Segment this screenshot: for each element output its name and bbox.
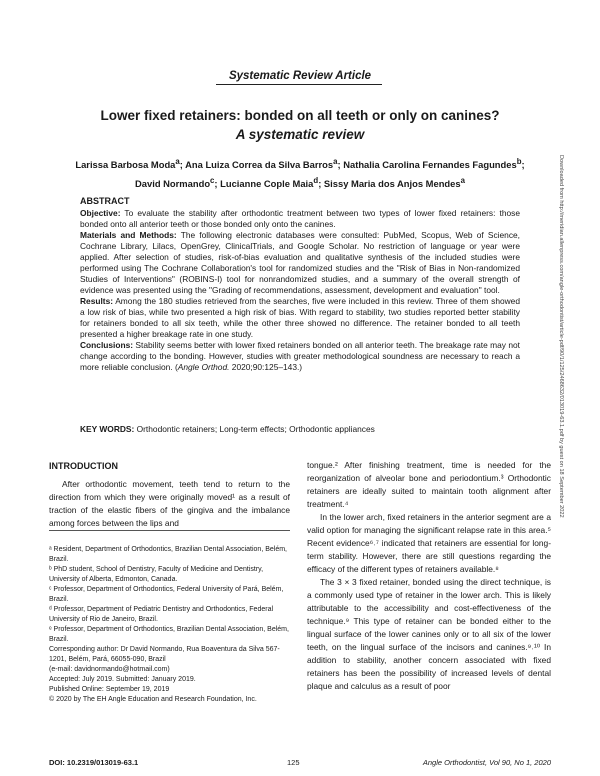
- citation-details: 2020;90:125–143.): [229, 362, 303, 372]
- footnote-divider: [49, 530, 290, 531]
- article-type-label: Systematic Review Article: [228, 70, 372, 82]
- author-name: ; Ana Luiza Correa da Silva Barros: [179, 159, 334, 171]
- abstract-objective: [80, 208, 520, 230]
- footnote: ᵃ Resident, Department of Orthodontics, Brazilian Dental Association, Belém, Brazil.: [49, 546, 287, 563]
- abstract-label: Results:: [80, 296, 114, 306]
- footnotes: [49, 545, 290, 705]
- footnote: Accepted: July 2019. Submitted: January 2019.: [49, 676, 196, 683]
- abstract-text: Stability seems better with lower fixed retainers bonded on all anterior teeth. The breakage rate may not change according to the bonding. However, studies with greater methodological soundness are necessary to reach a more reliable conclusion. (: [80, 340, 520, 372]
- introduction-heading: INTRODUCTION: [49, 461, 118, 471]
- paragraph: In the lower arch, fixed retainers in the anterior segment are a valid option for managing the significant relapse rate in this area.⁵ Recent evidence⁶˒⁷ indicated that retainers are essential for long-term stability. However, there are still questions regarding the efficacy of the different types of retainers available.⁸: [307, 512, 551, 574]
- abstract-conclusions: [80, 340, 520, 373]
- footnote: © 2020 by The EH Angle Education and Research Foundation, Inc.: [49, 696, 257, 703]
- paragraph: tongue.² After finishing treatment, time is needed for the reorganization of alveolar bone and periodontium.³ Orthodontic retainers are ideally suited to maintain tooth alignment after treatment.⁴: [307, 460, 551, 509]
- paragraph: The 3 × 3 fixed retainer, bonded using the direct technique, is a commonly used type of retainer in the lower arch. This is likely attributable to the accessibility and cost-effectiveness of the technique.⁹ This type of retainer can be bonded either to the lingual surface of the lower canines only or to all six of the lower teeth, on the lingual surface of the incisors and canines.⁹˒¹⁰ In addition to stability, another concern associated with fixed retainers has been the possibility of increased levels of dental plaque and calculus as a result of poor: [307, 577, 551, 691]
- article-type-underline: [216, 84, 382, 85]
- abstract: [80, 196, 520, 373]
- footnote: ᶜ Professor, Department of Orthodontics, Federal University of Pará, Belém, Brazil.: [49, 586, 284, 603]
- footer-doi: DOI: 10.2319/013019-63.1: [49, 758, 139, 767]
- author-name: Larissa Barbosa Moda: [75, 159, 176, 171]
- keywords: [80, 424, 520, 434]
- keywords-label: KEY WORDS:: [80, 424, 135, 434]
- right-column-text: [307, 459, 551, 693]
- footnote: ᵈ Professor, Department of Pediatric Dentistry and Orthodontics, Federal University of Rio de Janeiro, Brazil.: [49, 606, 274, 623]
- author-affil: a: [333, 157, 338, 166]
- author-name: David Normando: [135, 178, 211, 190]
- abstract-results: [80, 296, 520, 340]
- abstract-label: Objective:: [80, 208, 121, 218]
- article-title-block: [40, 106, 560, 144]
- author-affil: d: [313, 176, 319, 186]
- abstract-text: The following electronic databases were consulted: PubMed, Scopus, Web of Science, Cochrane Library, Lilacs, OpenGrey, ClinicalTrials, and Google Scholar. No restriction of language or year were applied. After selection of studies, risk-of-bias evaluation and qualitative synthesis of the included studies were performed using The Cochrane Collaboration's tool for randomized studies and the "Risk of Bias in Non-randomized Studies of Interventions" (ROBINS-I) tool for nonrandomized studies, and a summary of the overall strength of evidence was presented using the "Grading of recommendations, assessment, development and evaluation" tool.: [80, 230, 520, 295]
- abstract-text: Among the 180 studies retrieved from the searches, five were included in this review. Three of them showed a low risk of bias, while two presented a high risk of bias. With regard to stability, two studies reported better stability for retainers bonded to all six teeth, while the other three showed no difference. The retainer bonded to all teeth presented a higher breakage rate in one study.: [80, 296, 520, 339]
- abstract-heading: ABSTRACT: [80, 196, 130, 206]
- author-affil: c: [210, 176, 215, 186]
- article-subtitle: A systematic review: [235, 127, 365, 142]
- abstract-label: Conclusions:: [80, 340, 134, 350]
- author-name: ; Lucianne Cople Maia: [214, 178, 314, 190]
- author-affil: a: [175, 157, 180, 166]
- footer-journal: Angle Orthodontist, Vol 90, No 1, 2020: [422, 758, 551, 767]
- abstract-text: To evaluate the stability after orthodontic treatment between two types of lower fixed retainers: those bonded onto all anterior teeth or those bonded only onto the canines.: [80, 208, 520, 229]
- footnote: ᵇ PhD student, School of Dentistry, Faculty of Medicine and Dentistry, University of Alberta, Edmonton, Canada.: [49, 566, 264, 583]
- left-column-text: [49, 478, 290, 530]
- paragraph: After orthodontic movement, teeth tend to return to the direction from which they were originally moved¹ as a result of traction of the elastic fibers of the gingiva and the imbalance among forces between the lips and: [49, 479, 290, 528]
- abstract-label: Materials and Methods:: [80, 230, 177, 240]
- download-watermark: Downloaded from http://meridian.allenpress.com/angle-orthodontist/article-pdf/90/1/125/2468632/013019-63.1.pdf by guest on 18 September 2022: [558, 155, 564, 518]
- footnote: ᵉ Professor, Department of Orthodontics, Brazilian Dental Association, Belém, Brazil.: [49, 626, 289, 643]
- author-separator: ;: [521, 159, 525, 171]
- author-affil: b: [516, 157, 522, 166]
- footnote: Corresponding author: Dr David Normando, Rua Boaventura da Silva 567-1201, Belém, Pará, 66055-090, Brazil: [49, 646, 280, 663]
- keywords-text: Orthodontic retainers; Long-term effects; Orthodontic appliances: [134, 424, 375, 434]
- author-name: ; Nathalia Carolina Fernandes Fagundes: [337, 159, 517, 171]
- author-list: [28, 154, 572, 192]
- abstract-methods: [80, 230, 520, 296]
- footnote: Published Online: September 19, 2019: [49, 686, 170, 693]
- article-title: Lower fixed retainers: bonded on all teeth or only on canines?: [100, 108, 500, 123]
- citation-journal: Angle Orthod.: [177, 362, 230, 372]
- page-number: 125: [287, 758, 300, 767]
- author-affil: a: [460, 176, 465, 186]
- author-name: ; Sissy Maria dos Anjos Mendes: [318, 178, 461, 190]
- footnote: (e-mail: davidnormando@hotmail.com): [49, 666, 170, 673]
